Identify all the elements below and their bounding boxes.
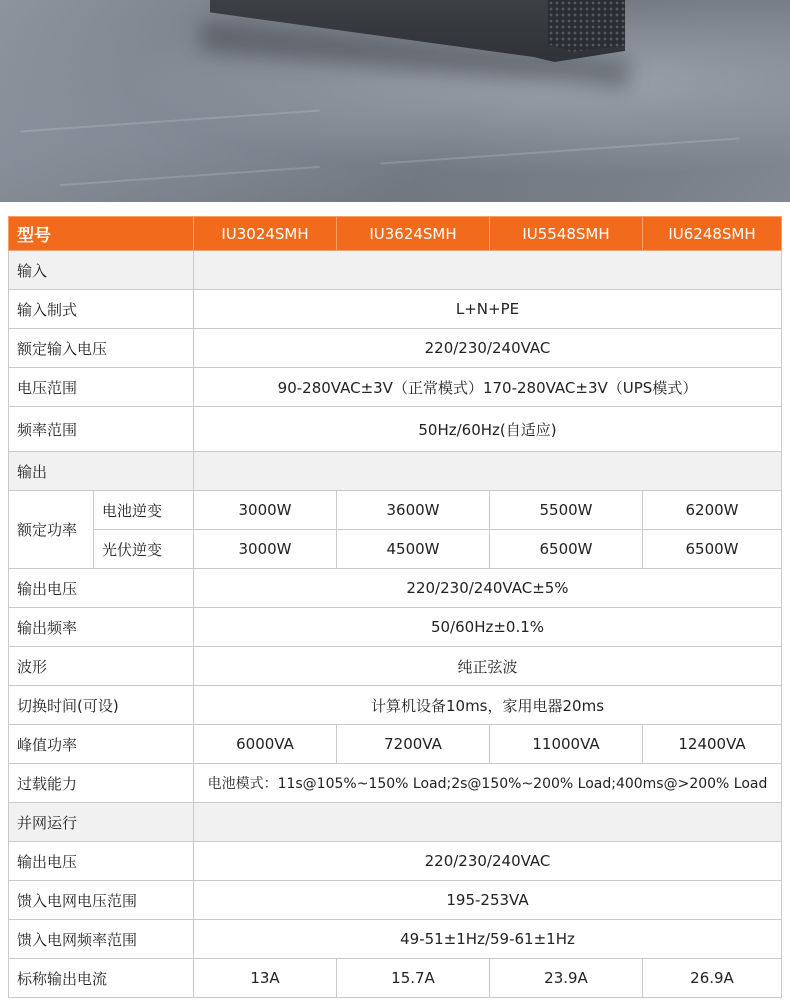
- model-name: IU6248SMH: [643, 217, 782, 251]
- table-row: [9, 329, 782, 368]
- table-row: [9, 842, 782, 881]
- cell-value: 7200VA: [337, 725, 490, 764]
- section-title: 输出: [9, 452, 194, 491]
- background-streak: [380, 137, 739, 164]
- cell-value: 23.9A: [490, 959, 643, 998]
- table-row: [9, 920, 782, 959]
- table-row: [9, 647, 782, 686]
- row-label: 频率范围: [9, 407, 194, 452]
- table-row: [9, 608, 782, 647]
- table-row: [9, 290, 782, 329]
- row-label: 馈入电网频率范围: [9, 920, 194, 959]
- table-row: [9, 569, 782, 608]
- row-label: 输出电压: [9, 842, 194, 881]
- row-value: 50Hz/60Hz(自适应): [194, 407, 782, 452]
- cell-value: 13A: [194, 959, 337, 998]
- cell-value: 3000W: [194, 530, 337, 569]
- row-label: 切换时间(可设): [9, 686, 194, 725]
- section-title: 并网运行: [9, 803, 194, 842]
- table-row: [9, 959, 782, 998]
- row-label: 波形: [9, 647, 194, 686]
- row-value: 90-280VAC±3V（正常模式）170-280VAC±3V（UPS模式）: [194, 368, 782, 407]
- table-row: [9, 686, 782, 725]
- row-label: 输出频率: [9, 608, 194, 647]
- model-header: 型号: [9, 217, 194, 251]
- section-row-output: [9, 452, 782, 491]
- row-value: 49-51±1Hz/59-61±1Hz: [194, 920, 782, 959]
- row-value: 220/230/240VAC±5%: [194, 569, 782, 608]
- row-label: 额定功率: [9, 491, 94, 569]
- background-streak: [60, 166, 320, 186]
- inverter-vent-grille: [548, 0, 625, 52]
- row-label: 输出电压: [9, 569, 194, 608]
- cell-value: 11000VA: [490, 725, 643, 764]
- row-value: 50/60Hz±0.1%: [194, 608, 782, 647]
- spec-table: [8, 216, 782, 998]
- model-name: IU3024SMH: [194, 217, 337, 251]
- row-value: 纯正弦波: [194, 647, 782, 686]
- row-label: 馈入电网电压范围: [9, 881, 194, 920]
- cell-value: 6500W: [643, 530, 782, 569]
- section-filler: [194, 803, 782, 842]
- row-label: 峰值功率: [9, 725, 194, 764]
- cell-value: 4500W: [337, 530, 490, 569]
- table-row: [9, 725, 782, 764]
- row-value: 195-253VA: [194, 881, 782, 920]
- section-filler: [194, 452, 782, 491]
- model-name: IU5548SMH: [490, 217, 643, 251]
- table-row: [9, 881, 782, 920]
- row-label: 输入制式: [9, 290, 194, 329]
- cell-value: 12400VA: [643, 725, 782, 764]
- row-label: 电压范围: [9, 368, 194, 407]
- row-label: 标称输出电流: [9, 959, 194, 998]
- row-value: 电池模式：11s@105%~150% Load;2s@150%~200% Load;400ms@>200% Load: [194, 764, 782, 803]
- row-value: 220/230/240VAC: [194, 329, 782, 368]
- cell-value: 26.9A: [643, 959, 782, 998]
- background-streak: [20, 110, 319, 133]
- cell-value: 5500W: [490, 491, 643, 530]
- cell-value: 3000W: [194, 491, 337, 530]
- header-row: [9, 217, 782, 251]
- cell-value: 6200W: [643, 491, 782, 530]
- table-row: [9, 491, 782, 530]
- sub-row-label: 电池逆变: [94, 491, 194, 530]
- model-name: IU3624SMH: [337, 217, 490, 251]
- row-value: 220/230/240VAC: [194, 842, 782, 881]
- row-label: 额定输入电压: [9, 329, 194, 368]
- cell-value: 15.7A: [337, 959, 490, 998]
- table-row: [9, 368, 782, 407]
- section-row-input: [9, 251, 782, 290]
- product-hero-image: [0, 0, 790, 202]
- section-filler: [194, 251, 782, 290]
- table-row: [9, 407, 782, 452]
- section-row-grid: [9, 803, 782, 842]
- cell-value: 6000VA: [194, 725, 337, 764]
- table-row: [9, 530, 782, 569]
- row-label: 过载能力: [9, 764, 194, 803]
- sub-row-label: 光伏逆变: [94, 530, 194, 569]
- table-row: [9, 764, 782, 803]
- row-value: L+N+PE: [194, 290, 782, 329]
- cell-value: 6500W: [490, 530, 643, 569]
- row-value: 计算机设备10ms，家用电器20ms: [194, 686, 782, 725]
- cell-value: 3600W: [337, 491, 490, 530]
- section-title: 输入: [9, 251, 194, 290]
